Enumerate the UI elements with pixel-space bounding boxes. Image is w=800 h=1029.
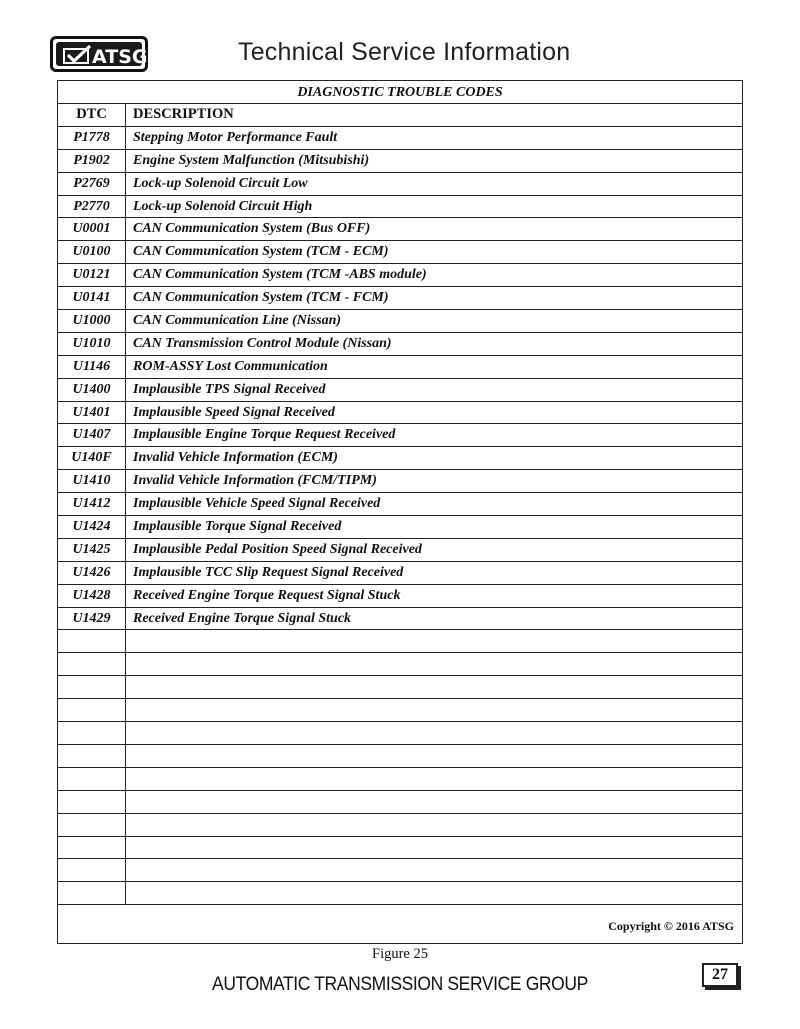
dtc-description: Invalid Vehicle Information (ECM): [133, 450, 338, 466]
dtc-description: [133, 676, 738, 698]
dtc-description: Received Engine Torque Signal Stuck: [133, 610, 352, 626]
table-row: [58, 196, 742, 219]
dtc-description: [133, 653, 738, 675]
dtc-description: CAN Communication System (TCM -ABS module): [133, 267, 427, 283]
dtc-description: Implausible Pedal Position Speed Signal Received: [133, 541, 422, 557]
dtc-description: Implausible TCC Slip Request Signal Received: [133, 564, 404, 580]
table-row: [58, 241, 742, 264]
logo-text: ATSG: [92, 46, 148, 68]
dtc-description: Invalid Vehicle Information (FCM/TIPM): [133, 473, 377, 489]
table-body: [58, 104, 742, 905]
page-title: Technical Service Information: [238, 38, 571, 66]
table-row: [58, 837, 742, 860]
dtc-description: CAN Transmission Control Module (Nissan): [133, 335, 392, 351]
dtc-description: [133, 722, 738, 744]
dtc-description: [133, 814, 738, 836]
dtc-description: [133, 768, 738, 790]
table-row: [58, 699, 742, 722]
dtc-description: [133, 791, 738, 813]
dtc-description: [133, 630, 738, 652]
dtc-code: [58, 882, 126, 904]
table-row: [58, 287, 742, 310]
dtc-code: [58, 676, 126, 698]
dtc-description: Lock-up Solenoid Circuit Low: [133, 175, 308, 191]
dtc-code: P2770: [58, 196, 126, 218]
dtc-description: Lock-up Solenoid Circuit High: [133, 198, 313, 214]
table-row: [58, 333, 742, 356]
table-row: [58, 539, 742, 562]
table-row: [58, 814, 742, 837]
table-row: [58, 608, 742, 631]
dtc-description: ROM-ASSY Lost Communication: [133, 358, 328, 374]
table-row: [58, 676, 742, 699]
column-header-description: DESCRIPTION: [133, 106, 234, 122]
dtc-code: U1425: [58, 539, 126, 561]
dtc-description: [133, 882, 738, 904]
dtc-code: [58, 630, 126, 652]
table-row: [58, 402, 742, 425]
table-row: [58, 150, 742, 173]
dtc-description: Implausible Torque Signal Received: [133, 519, 342, 535]
dtc-description: Stepping Motor Performance Fault: [133, 129, 338, 145]
table-row: [58, 447, 742, 470]
dtc-description: CAN Communication Line (Nissan): [133, 313, 342, 329]
table-row: [58, 516, 742, 539]
table-row: [58, 310, 742, 333]
dtc-code: [58, 722, 126, 744]
column-header-dtc: DTC: [58, 104, 126, 126]
table-row: [58, 791, 742, 814]
table-row: [58, 768, 742, 791]
dtc-description: Implausible Speed Signal Received: [133, 404, 335, 420]
table-row: [58, 722, 742, 745]
figure-caption: Figure 25: [372, 946, 428, 962]
dtc-description: Received Engine Torque Request Signal Stuck: [133, 587, 401, 603]
dtc-code: U1424: [58, 516, 126, 538]
table-row: [58, 218, 742, 241]
dtc-code: U1429: [58, 608, 126, 630]
dtc-description: [133, 859, 738, 881]
checkmark-icon: [62, 45, 92, 67]
dtc-code: [58, 699, 126, 721]
dtc-description: [133, 745, 738, 767]
table-row: [58, 859, 742, 882]
dtc-code: [58, 814, 126, 836]
dtc-code: U1146: [58, 356, 126, 378]
dtc-code: U1401: [58, 402, 126, 424]
footer-text: AUTOMATIC TRANSMISSION SERVICE GROUP: [212, 974, 588, 995]
table-row: [58, 630, 742, 653]
table-row: [58, 424, 742, 447]
dtc-description: Engine System Malfunction (Mitsubishi): [133, 152, 370, 168]
dtc-code: U1400: [58, 379, 126, 401]
dtc-code: [58, 791, 126, 813]
dtc-description: Implausible Engine Torque Request Received: [133, 427, 396, 443]
dtc-code: U0100: [58, 241, 126, 263]
dtc-code: U0121: [58, 264, 126, 286]
table-row: [58, 264, 742, 287]
table-row: [58, 470, 742, 493]
dtc-description: CAN Communication System (TCM - ECM): [133, 244, 389, 260]
dtc-code: U1010: [58, 333, 126, 355]
table-row: [58, 562, 742, 585]
dtc-code: P1902: [58, 150, 126, 172]
dtc-code: U0141: [58, 287, 126, 309]
dtc-code: P1778: [58, 127, 126, 149]
table-row: [58, 745, 742, 768]
table-row: [58, 493, 742, 516]
dtc-code: [58, 859, 126, 881]
dtc-description: [133, 699, 738, 721]
dtc-code: U1407: [58, 424, 126, 446]
dtc-description: CAN Communication System (TCM - FCM): [133, 290, 389, 306]
dtc-description: [133, 837, 738, 859]
table-row: [58, 356, 742, 379]
table-row: [58, 173, 742, 196]
dtc-table: [57, 80, 743, 944]
dtc-code: U0001: [58, 218, 126, 240]
copyright: Copyright © 2016 ATSG: [608, 919, 734, 933]
table-row: [58, 127, 742, 150]
dtc-code: U1428: [58, 585, 126, 607]
dtc-description: Implausible Vehicle Speed Signal Received: [133, 496, 381, 512]
dtc-description: CAN Communication System (Bus OFF): [133, 221, 371, 237]
dtc-code: U1412: [58, 493, 126, 515]
table-header-row: [58, 104, 742, 127]
dtc-code: [58, 745, 126, 767]
dtc-code: U1426: [58, 562, 126, 584]
dtc-code: U1410: [58, 470, 126, 492]
table-row: [58, 585, 742, 608]
table-row: [58, 882, 742, 905]
dtc-description: Implausible TPS Signal Received: [133, 381, 326, 397]
dtc-code: P2769: [58, 173, 126, 195]
dtc-code: [58, 653, 126, 675]
table-title: DIAGNOSTIC TROUBLE CODES: [58, 81, 742, 104]
atsg-logo: [50, 36, 148, 72]
table-row: [58, 653, 742, 676]
table-row: [58, 379, 742, 402]
page-number: 27: [702, 963, 738, 987]
dtc-code: [58, 837, 126, 859]
dtc-code: U140F: [58, 447, 126, 469]
dtc-code: [58, 768, 126, 790]
dtc-code: U1000: [58, 310, 126, 332]
